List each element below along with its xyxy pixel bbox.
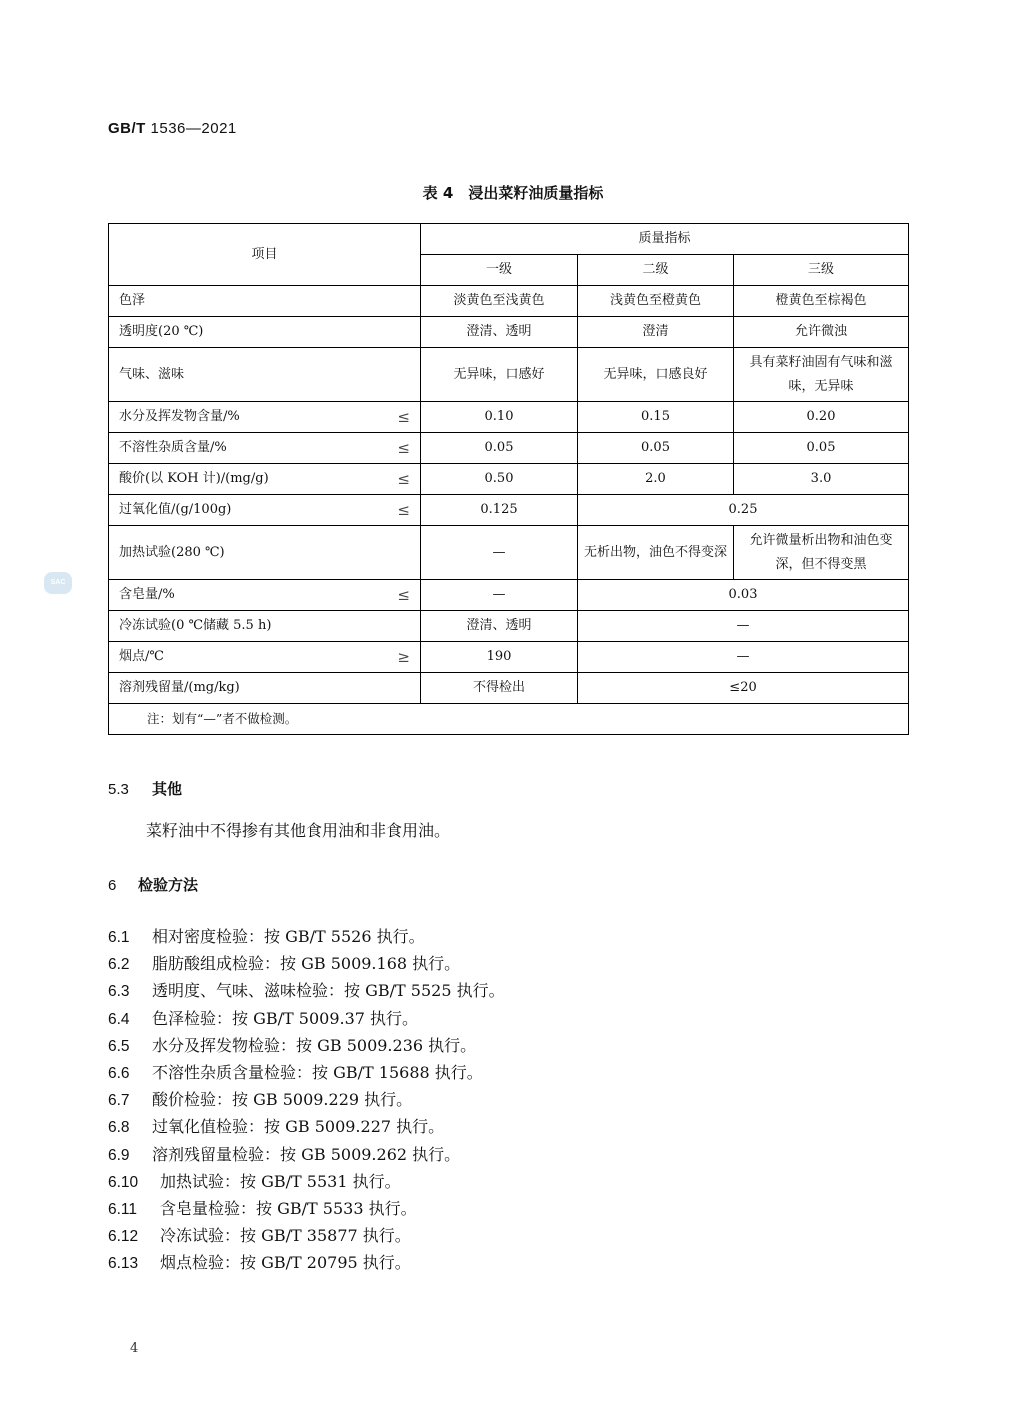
row-name-cell [109, 642, 421, 673]
method-text: 酸价检验：按 GB 5009.229 执行。 [152, 1090, 413, 1110]
grade1-value: — [421, 580, 578, 611]
grade23-value: 0.25 [578, 495, 909, 526]
method-number: 6.9 [108, 1146, 130, 1164]
grade1-value: 澄清、透明 [421, 317, 578, 348]
table-row [109, 611, 909, 642]
list-item [108, 1252, 505, 1279]
comparison-operator: ≤ [397, 501, 410, 519]
row-name-cell [109, 433, 421, 464]
grade23-value: — [578, 611, 909, 642]
row-name: 溶剂残留量/(mg/kg) [119, 680, 240, 695]
list-item [108, 926, 505, 953]
table-row [109, 580, 909, 611]
grade23-value: — [578, 642, 909, 673]
row-name: 加热试验(280 ℃) [119, 544, 225, 560]
list-item [108, 1198, 505, 1225]
grade3-value: 允许微量析出物和油色变深，但不得变黑 [734, 526, 909, 580]
list-item [108, 1089, 505, 1116]
row-name: 酸价(以 KOH 计)/(mg/g) [119, 471, 269, 486]
table-row [109, 642, 909, 673]
method-number: 6.13 [108, 1255, 139, 1273]
method-number: 6.12 [108, 1228, 139, 1246]
standard-prefix: GB/T [108, 120, 146, 137]
method-number: 6.10 [108, 1173, 139, 1191]
method-number: 6.8 [108, 1119, 130, 1137]
comparison-operator: ≤ [397, 586, 410, 604]
grade2-value: 无异味，口感良好 [578, 348, 734, 402]
comparison-operator: ≤ [397, 439, 410, 457]
table-row [109, 317, 909, 348]
table-note-row [109, 704, 909, 735]
grade1-value: 0.50 [421, 464, 578, 495]
table-row [109, 495, 909, 526]
grade1-value: — [421, 526, 578, 580]
section-5-3-heading [108, 778, 182, 799]
section-6-heading [108, 874, 198, 895]
grade3-value: 具有菜籽油固有气味和滋味，无异味 [734, 348, 909, 402]
row-name: 冷冻试验(0 ℃储藏 5.5 h) [119, 618, 272, 633]
row-name-cell [109, 526, 421, 580]
method-number: 6.5 [108, 1037, 130, 1055]
method-text: 过氧化值检验：按 GB 5009.227 执行。 [152, 1117, 445, 1137]
list-item [108, 980, 505, 1007]
row-name-cell [109, 673, 421, 704]
list-item [108, 1225, 505, 1252]
grade3-value: 3.0 [734, 464, 909, 495]
list-item [108, 1144, 505, 1171]
list-item [108, 1116, 505, 1143]
table-row [109, 673, 909, 704]
row-name: 水分及挥发物含量/% [119, 409, 240, 424]
row-name-cell [109, 348, 421, 402]
grade3-value: 0.05 [734, 433, 909, 464]
list-item [108, 1035, 505, 1062]
method-text: 溶剂残留量检验：按 GB 5009.262 执行。 [152, 1144, 461, 1164]
row-name-cell [109, 611, 421, 642]
row-name-cell [109, 317, 421, 348]
row-name-cell [109, 580, 421, 611]
method-text: 加热试验：按 GB/T 5531 执行。 [160, 1171, 401, 1191]
grade2-value: 澄清 [578, 317, 734, 348]
table-title: 表 4 浸出菜籽油质量指标 [422, 184, 604, 202]
page-number: 4 [130, 1341, 139, 1356]
grade1-value: 不得检出 [421, 673, 578, 704]
comparison-operator: ≤ [397, 470, 410, 488]
table-row [109, 286, 909, 317]
method-text: 不溶性杂质含量检验：按 GB/T 15688 执行。 [152, 1062, 483, 1082]
table-header-row [109, 224, 909, 255]
section-number: 6 [108, 877, 117, 894]
table-row [109, 402, 909, 433]
row-name: 色泽 [119, 293, 146, 308]
grade2-value: 浅黄色至橙黄色 [578, 286, 734, 317]
method-text: 色泽检验：按 GB/T 5009.37 执行。 [152, 1008, 419, 1028]
method-number: 6.2 [108, 956, 130, 974]
row-name: 烟点/℃ [119, 649, 164, 664]
sac-watermark-logo: SAC [44, 572, 72, 594]
method-number: 6.11 [108, 1200, 138, 1218]
row-name: 不溶性杂质含量/% [119, 440, 227, 455]
grade3-value: 允许微浊 [734, 317, 909, 348]
grade1-value: 190 [421, 642, 578, 673]
grade23-value: 0.03 [578, 580, 909, 611]
row-name-cell [109, 464, 421, 495]
list-item [108, 1171, 505, 1198]
method-text: 相对密度检验：按 GB/T 5526 执行。 [152, 927, 425, 946]
grade2-value: 无析出物，油色不得变深 [578, 526, 734, 580]
method-number: 6.6 [108, 1064, 130, 1082]
grade23-value: ≤20 [578, 673, 909, 704]
header-grade1: 一级 [421, 255, 578, 286]
grade1-value: 澄清、透明 [421, 611, 578, 642]
grade1-value: 无异味，口感好 [421, 348, 578, 402]
method-number: 6.1 [108, 929, 130, 946]
method-number: 6.4 [108, 1010, 130, 1028]
standard-code [108, 120, 237, 137]
method-text: 水分及挥发物检验：按 GB 5009.236 执行。 [152, 1035, 477, 1055]
method-text: 含皂量检验：按 GB/T 5533 执行。 [160, 1198, 417, 1218]
header-quality: 质量指标 [421, 224, 909, 255]
comparison-operator: ≤ [397, 408, 410, 426]
row-name-cell [109, 286, 421, 317]
grade1-value: 淡黄色至浅黄色 [421, 286, 578, 317]
table-row [109, 526, 909, 580]
section-title: 其他 [152, 780, 183, 798]
header-grade2: 二级 [578, 255, 734, 286]
method-text: 冷冻试验：按 GB/T 35877 执行。 [160, 1226, 411, 1246]
header-item: 项目 [109, 224, 421, 286]
grade1-value: 0.125 [421, 495, 578, 526]
row-name-cell [109, 402, 421, 433]
grade2-value: 0.05 [578, 433, 734, 464]
table-note: 注：划有“—”者不做检测。 [109, 704, 909, 735]
header-grade3: 三级 [734, 255, 909, 286]
grade1-value: 0.05 [421, 433, 578, 464]
list-item [108, 1008, 505, 1035]
grade2-value: 0.15 [578, 402, 734, 433]
method-text: 透明度、气味、滋味检验：按 GB/T 5525 执行。 [152, 981, 505, 1001]
row-name: 透明度(20 ℃) [119, 324, 204, 339]
grade1-value: 0.10 [421, 402, 578, 433]
table-row [109, 464, 909, 495]
section-5-3-text: 菜籽油中不得掺有其他食用油和非食用油。 [146, 821, 451, 840]
section-number: 5.3 [108, 781, 129, 798]
section-title: 检验方法 [138, 876, 199, 894]
list-item [108, 953, 505, 980]
method-list [108, 926, 505, 1279]
quality-table [108, 223, 909, 735]
method-text: 烟点检验：按 GB/T 20795 执行。 [160, 1253, 411, 1273]
table-row [109, 348, 909, 402]
grade3-value: 0.20 [734, 402, 909, 433]
method-number: 6.3 [108, 983, 130, 1001]
row-name: 气味、滋味 [119, 366, 185, 382]
table-row [109, 433, 909, 464]
grade2-value: 2.0 [578, 464, 734, 495]
method-text: 脂肪酸组成检验：按 GB 5009.168 执行。 [152, 954, 461, 974]
row-name: 含皂量/% [119, 587, 175, 602]
grade3-value: 橙黄色至棕褐色 [734, 286, 909, 317]
method-number: 6.7 [108, 1092, 130, 1110]
standard-number: 1536—2021 [150, 120, 237, 137]
comparison-operator: ≥ [397, 648, 410, 666]
row-name-cell [109, 495, 421, 526]
list-item [108, 1062, 505, 1089]
row-name: 过氧化值/(g/100g) [119, 502, 232, 517]
